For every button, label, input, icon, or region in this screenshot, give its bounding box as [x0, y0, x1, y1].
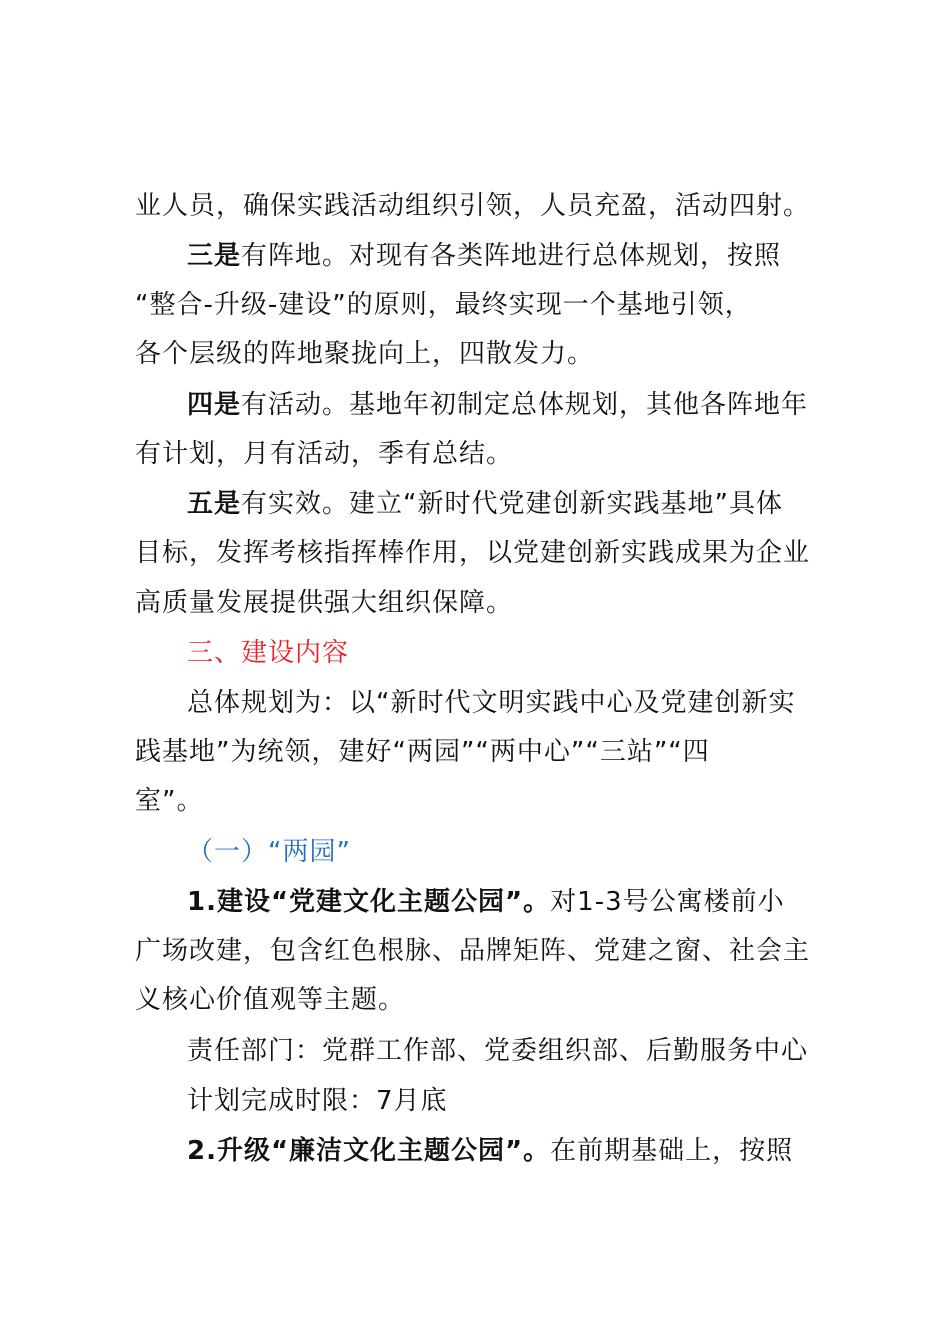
- paragraph-line-20: [187, 1133, 887, 1169]
- paragraph-line-12: [135, 734, 835, 770]
- line-text: 室”。: [135, 786, 204, 816]
- paragraph-line-5: [187, 387, 887, 423]
- line-text: 义核心价值观等主题。: [135, 985, 406, 1015]
- line-text: “整合-升级-建设”的原则，最终实现一个基地引领，: [135, 290, 752, 320]
- deadline: [187, 1083, 887, 1119]
- paragraph-line-8: [135, 535, 835, 571]
- paragraph-line-2: [187, 238, 887, 274]
- heading-text: （一）“两园”: [187, 837, 351, 867]
- bold-lead: 五是: [187, 489, 242, 519]
- subsection-heading: [187, 834, 887, 870]
- line-text: 在前期基础上，按照: [550, 1136, 794, 1166]
- line-text: 有计划，月有活动，季有总结。: [135, 439, 514, 469]
- paragraph-line-13: [135, 783, 835, 819]
- line-text: 目标，发挥考核指挥棒作用，以党建创新实践成果为企业: [135, 538, 811, 568]
- bold-lead: 2.升级“廉洁文化主题公园”。: [187, 1136, 551, 1166]
- paragraph-line-4: [135, 336, 835, 372]
- paragraph-line-11: [187, 685, 887, 721]
- paragraph-line-9: [135, 585, 835, 621]
- responsible-departments: [187, 1033, 887, 1069]
- section-heading: [187, 635, 887, 671]
- bold-lead: 三是: [187, 241, 242, 271]
- line-text: 高质量发展提供强大组织保障。: [135, 588, 514, 618]
- line-text: 广场改建，包含红色根脉、品牌矩阵、党建之窗、社会主: [135, 936, 811, 966]
- line-text: 业人员，确保实践活动组织引领，人员充盈，活动四射。: [135, 191, 811, 221]
- bold-lead: 1.建设“党建文化主题公园”。: [187, 887, 551, 917]
- paragraph-line-15: [187, 884, 887, 920]
- paragraph-line-3: [135, 287, 835, 323]
- line-text: 有活动。基地年初制定总体规划，其他各阵地年: [241, 390, 809, 420]
- line-text: 践基地”为统领，建好“两园”“两中心”“三站”“四: [135, 737, 710, 767]
- paragraph-line-6: [135, 436, 835, 472]
- paragraph-line-16: [135, 933, 835, 969]
- heading-text: 三、建设内容: [187, 638, 350, 668]
- bold-lead: 四是: [187, 390, 242, 420]
- line-text: 责任部门：党群工作部、党委组织部、后勤服务中心: [187, 1036, 809, 1066]
- line-text: 有实效。建立“新时代党建创新实践基地”具体: [241, 489, 783, 519]
- line-text: 对1-3号公寓楼前小: [550, 887, 785, 917]
- paragraph-line-17: [135, 982, 835, 1018]
- line-text: 总体规划为：以“新时代文明实践中心及党建创新实: [187, 688, 796, 718]
- line-text: 计划完成时限：7月底: [187, 1086, 448, 1116]
- line-text: 各个层级的阵地聚拢向上，四散发力。: [135, 339, 595, 369]
- line-text: 有阵地。对现有各类阵地进行总体规划，按照: [241, 241, 782, 271]
- paragraph-line-1: [135, 188, 835, 224]
- paragraph-line-7: [187, 486, 887, 522]
